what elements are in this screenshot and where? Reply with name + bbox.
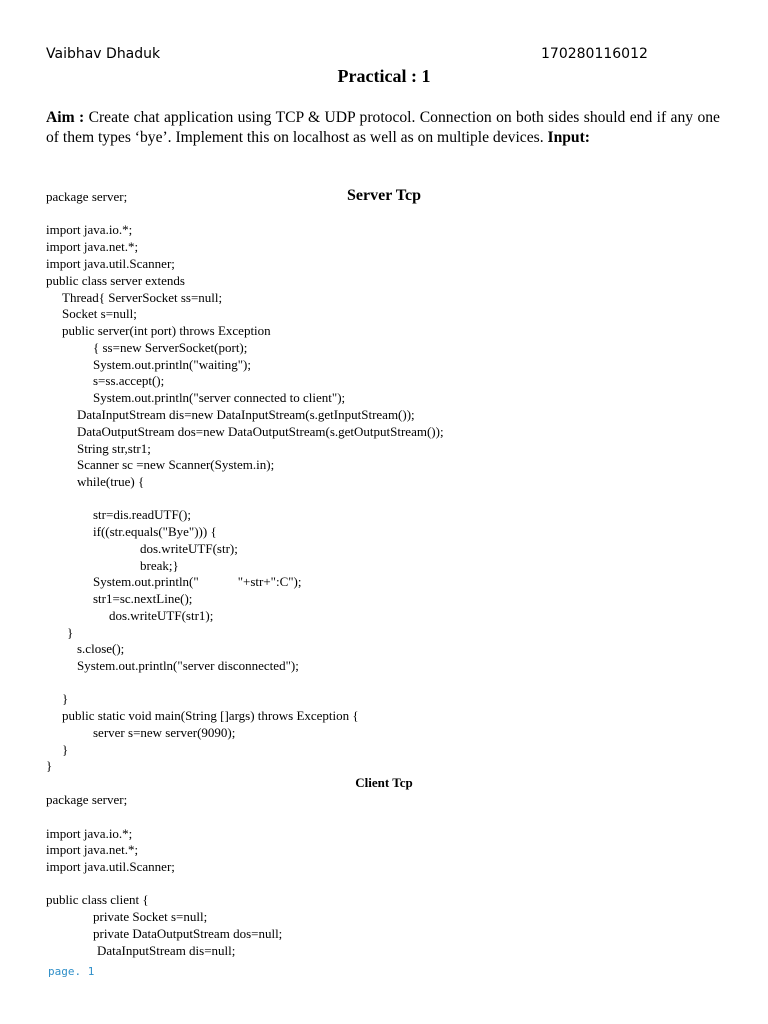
code-line: System.out.println(" "+str+":C"); [93,574,302,589]
code-line: import java.net.*; [46,842,139,857]
code-line: } [62,691,69,706]
code-line: Thread{ ServerSocket ss=null; [62,290,223,305]
code-line: DataOutputStream dos=new DataOutputStream(s.getOutputStream()); [77,424,444,439]
code-line: } [67,625,74,640]
server-tcp-heading: Server Tcp [347,187,421,204]
code-line: { ss=new ServerSocket(port); [93,340,248,355]
code-line: s=ss.accept(); [93,373,165,388]
code-line: if((str.equals("Bye"))) { [93,524,217,539]
code-line: Scanner sc =new Scanner(System.in); [77,457,275,472]
code-line: package server; [46,792,128,807]
code-line: private Socket s=null; [93,909,208,924]
aim-paragraph [46,108,720,147]
client-tcp-heading: Client Tcp [355,775,413,790]
code-line: System.out.println("server disconnected"); [77,658,299,673]
enrollment-number: 170280116012 [541,46,648,62]
author-name: Vaibhav Dhaduk [46,46,161,62]
code-line: import java.io.*; [46,826,133,841]
code-line: System.out.println("waiting"); [93,357,251,372]
code-line: str1=sc.nextLine(); [93,591,193,606]
code-line: str=dis.readUTF(); [93,507,191,522]
code-line: import java.util.Scanner; [46,256,175,271]
code-line: import java.io.*; [46,222,133,237]
code-line: dos.writeUTF(str); [140,541,238,556]
aim-text: Create chat application using TCP & UDP protocol. Connection on both sides should end if any one of them types ‘bye’. Implement this on localhost as well as on multiple devices. [46,109,720,146]
code-line: public class client { [46,892,149,907]
code-line: } [46,758,53,773]
code-line: package server; [46,189,128,204]
input-label: Input: [547,128,590,146]
code-line: String str,str1; [77,441,151,456]
code-line: import java.net.*; [46,239,139,254]
code-line: server s=new server(9090); [93,725,236,740]
code-line: public static void main(String []args) throws Exception { [62,708,359,723]
aim-label: Aim : [46,109,85,126]
code-line: break;} [140,558,179,573]
code-line: public class server extends [46,273,185,288]
code-line: dos.writeUTF(str1); [109,608,214,623]
code-line: while(true) { [77,474,145,489]
code-line: s.close(); [77,641,125,656]
code-line: DataInputStream dis=new DataInputStream(s.getInputStream()); [77,407,415,422]
code-line: DataInputStream dis=null; [97,943,236,958]
page-title: Practical : 1 [337,66,431,86]
page-number: page. 1 [48,965,95,978]
code-line: System.out.println("server connected to client"); [93,390,346,405]
code-line: private DataOutputStream dos=null; [93,926,283,941]
code-line: Socket s=null; [62,306,137,321]
code-line: import java.util.Scanner; [46,859,175,874]
code-line: } [62,742,69,757]
code-line: public server(int port) throws Exception [62,323,271,338]
